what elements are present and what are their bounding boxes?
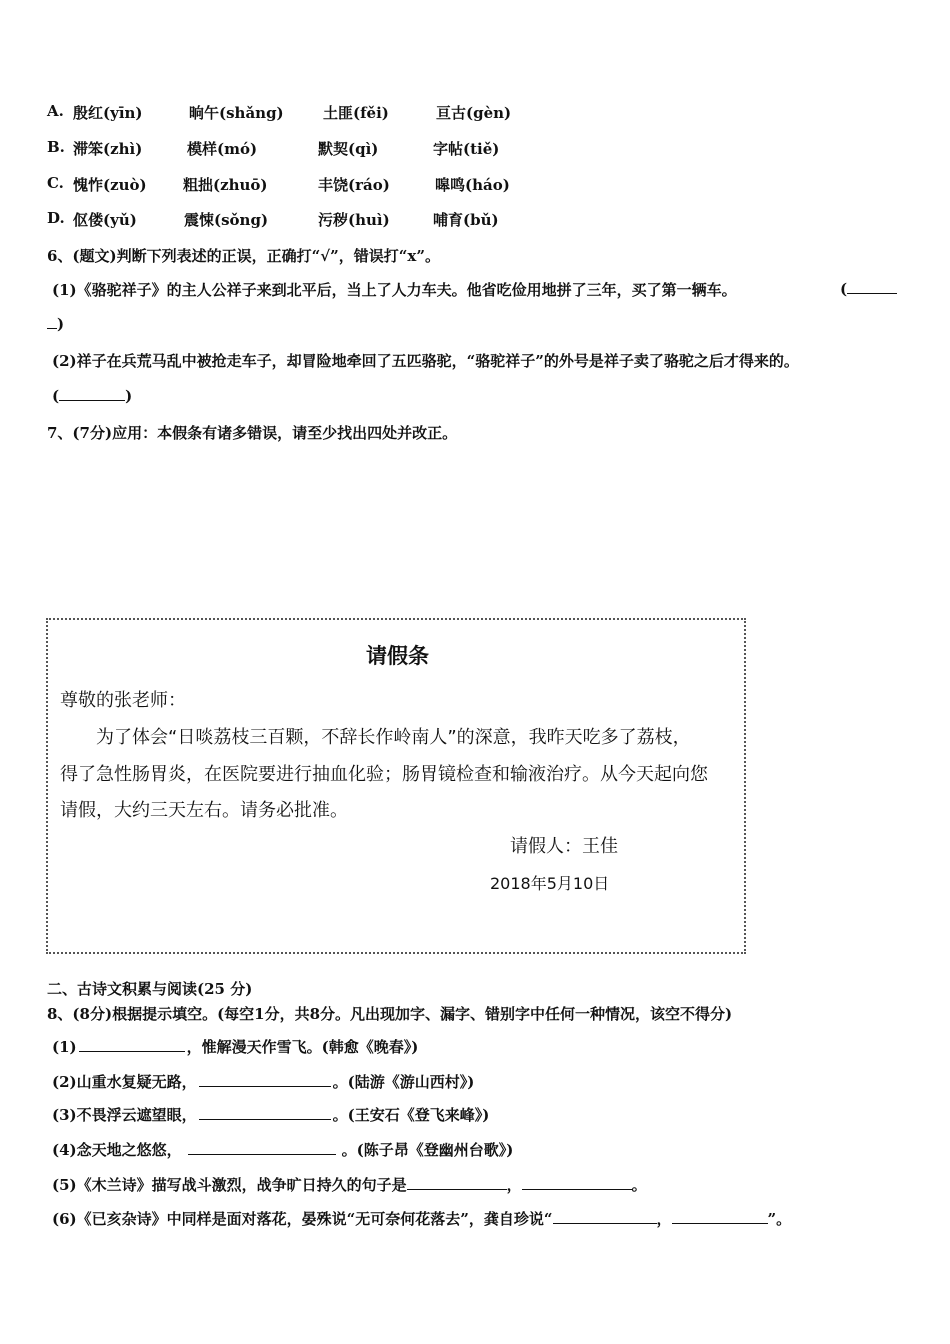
- leave-note-greeting: 尊敬的张老师：: [60, 690, 186, 711]
- option-word: 土匪(fěi): [323, 104, 389, 122]
- option-word: 伛偻(yǔ): [73, 211, 137, 229]
- answer-blank[interactable]: [188, 1140, 336, 1155]
- answer-blank[interactable]: [79, 1037, 185, 1052]
- option-word: 丰饶(ráo): [318, 176, 390, 194]
- option-word: 嗥鸣(háo): [435, 176, 510, 194]
- leave-note-date: 2018年5月10日: [490, 874, 610, 893]
- fill-prefix: (6)《已亥杂诗》中同样是面对落花，晏殊说“无可奈何花落去”，龚自珍说“: [52, 1210, 553, 1228]
- fill-item-2: [52, 1071, 474, 1092]
- option-word: 震悚(sǒng): [184, 211, 269, 229]
- option-word: 污秽(huì): [318, 211, 390, 229]
- option-word: 晌午(shǎng): [189, 104, 284, 122]
- leave-note-title: 请假条: [366, 643, 429, 668]
- answer-slot-6-1: [840, 279, 897, 298]
- answer-slot-6-2: [52, 386, 132, 405]
- leave-note-body-line-2: 得了急性肠胃炎，在医院要进行抽血化验；肠胃镜检查和输液治疗。从今天起向您: [60, 764, 708, 785]
- option-letter: C.: [47, 174, 64, 192]
- paren-open: (: [52, 387, 60, 405]
- question-6-statement-2: (2)祥子在兵荒马乱中被抢走车子，却冒险地牵回了五匹骆驼，“骆驼祥子”的外号是祥子卖了骆驼之后才得来的。: [52, 352, 799, 370]
- fill-separator: ，: [506, 1176, 522, 1194]
- option-letter: B.: [47, 138, 65, 156]
- leave-note-box: [46, 618, 746, 954]
- option-letter: A.: [47, 102, 64, 120]
- fill-item-1: [52, 1036, 418, 1057]
- question-7-stem: 7、(7分)应用：本假条有诸多错误，请至少找出四处并改正。: [47, 424, 458, 442]
- fill-prefix: (4)念天地之悠悠，: [52, 1141, 182, 1159]
- fill-prefix: (3)不畏浮云遮望眼，: [52, 1106, 197, 1124]
- leave-note-body-line-3: 请假，大约三天左右。请务必批准。: [60, 800, 348, 821]
- question-6-statement-1: (1)《骆驼祥子》的主人公祥子来到北平后，当上了人力车夫。他省吃俭用地拼了三年，买了第一辆车。: [52, 281, 737, 299]
- question-6-stem: 6、(题文)判断下列表述的正误，正确打“√”，错误打“x”。: [47, 247, 440, 265]
- option-word: 殷红(yīn): [73, 104, 143, 122]
- option-word: 粗拙(zhuō): [183, 176, 268, 194]
- fill-prefix: (2)山重水复疑无路，: [52, 1073, 197, 1091]
- option-word: 亘古(gèn): [436, 104, 512, 122]
- answer-blank[interactable]: [199, 1105, 331, 1120]
- option-word: 愧怍(zuò): [73, 176, 147, 194]
- answer-slot-6-1-close: [47, 314, 64, 333]
- answer-blank[interactable]: [407, 1175, 507, 1190]
- fill-item-4: [52, 1139, 513, 1160]
- fill-prefix: (5)《木兰诗》描写战斗激烈，战争旷日持久的句子是: [52, 1176, 407, 1194]
- option-word: 模样(mó): [187, 140, 258, 158]
- fill-separator: ，: [656, 1210, 672, 1228]
- fill-suffix: 。(陆游《游山西村》): [332, 1073, 475, 1091]
- fill-suffix: 。(王安石《登飞来峰》): [332, 1106, 490, 1124]
- answer-blank[interactable]: [847, 279, 897, 294]
- fill-suffix: 。: [631, 1176, 647, 1194]
- option-word: 滞笨(zhì): [73, 140, 143, 158]
- fill-item-5: [52, 1174, 647, 1195]
- fill-prefix: (1): [52, 1038, 77, 1056]
- paren-close: ): [125, 387, 133, 405]
- answer-blank[interactable]: [672, 1209, 768, 1224]
- leave-note-body-line-1: 为了体会“日啖荔枝三百颗，不辞长作岭南人”的深意，我昨天吃多了荔枝，: [96, 727, 691, 748]
- fill-suffix: 。(陈子昂《登幽州台歌》): [341, 1141, 514, 1159]
- answer-blank[interactable]: [199, 1072, 331, 1087]
- option-letter: D.: [47, 209, 65, 227]
- option-word: 字帖(tiě): [433, 140, 500, 158]
- leave-note-signer: 请假人：王佳: [510, 836, 618, 857]
- answer-blank[interactable]: [522, 1175, 632, 1190]
- fill-item-6: [52, 1208, 791, 1229]
- answer-blank[interactable]: [59, 386, 125, 401]
- option-word: 哺育(bǔ): [433, 211, 499, 229]
- option-word: 默契(qì): [318, 140, 379, 158]
- fill-item-3: [52, 1104, 489, 1125]
- answer-blank[interactable]: [47, 314, 57, 329]
- fill-suffix: ，惟解漫天作雪飞。(韩愈《晚春》): [186, 1038, 419, 1056]
- question-8-stem: 8、(8分)根据提示填空。(每空1分，共8分。凡出现加字、漏字、错别字中任何一种情况，该空不得分): [47, 1005, 733, 1023]
- section-2-heading: 二、古诗文积累与阅读(25 分): [47, 980, 253, 998]
- paren-close: ): [57, 315, 65, 333]
- answer-blank[interactable]: [553, 1209, 657, 1224]
- paren-open: (: [840, 280, 848, 298]
- fill-suffix: ”。: [767, 1210, 792, 1228]
